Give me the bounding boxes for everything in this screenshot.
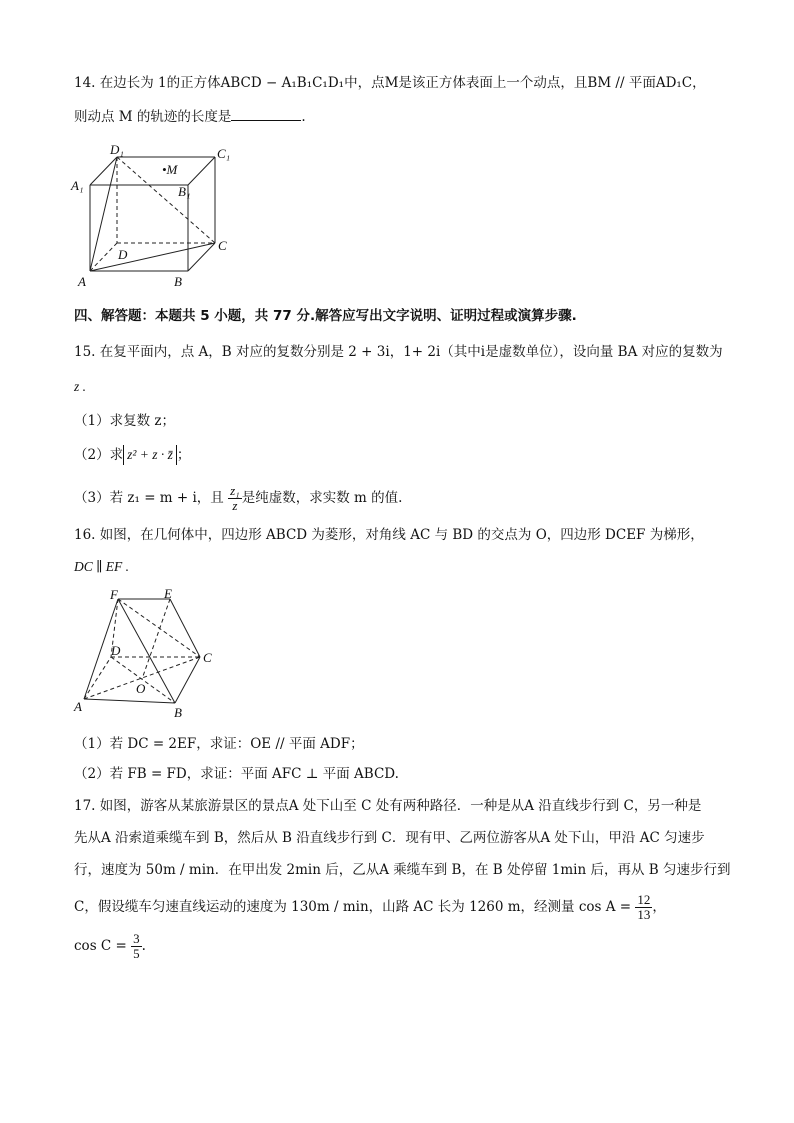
edge-AD1 — [90, 157, 117, 271]
label-D: D — [118, 247, 128, 262]
cosC-num: 3 — [133, 931, 140, 946]
edge-EC — [170, 599, 200, 657]
label-D1: D₁ — [110, 142, 124, 157]
cube-figure — [66, 138, 236, 294]
q15-abs-expression: z² + z · z̄ — [123, 445, 177, 465]
q14-line1: 14. 在边长为 1的正方体ABCD − A₁B₁C₁D₁中，点M是该正方体表面上一个动点，且BM // 平面AD₁C， — [74, 75, 706, 91]
cosA-den: 13 — [637, 907, 651, 922]
q17-line5-suffix: . — [141, 938, 146, 954]
edge-FC — [118, 599, 200, 657]
label-B: B — [174, 705, 182, 720]
answer-blank — [231, 108, 301, 121]
label-A: A — [78, 274, 86, 289]
solid-figure — [72, 585, 222, 720]
edge-AD — [84, 657, 111, 699]
q17-line5-prefix: cos C = — [74, 938, 127, 954]
edge-AB — [84, 699, 175, 703]
cosC-den: 5 — [133, 946, 140, 961]
edge-AC — [90, 243, 215, 271]
label-C1: C₁ — [217, 146, 231, 161]
label-E: E — [164, 586, 172, 601]
cube-solid-edges — [90, 157, 215, 271]
q17-line1: 17. 如图，游客从某旅游景区的景点A 处下山至 C 处有两种路径．一种是从A 沿直线步行到 C，另一种是 — [74, 798, 702, 814]
edge-A1D1 — [90, 157, 117, 185]
label-D: D — [111, 643, 121, 658]
q15-part1: （1）求复数 z； — [74, 413, 175, 429]
label-C: C — [218, 238, 227, 253]
label-B: B — [174, 274, 182, 289]
q17-line4-suffix: ， — [652, 899, 666, 915]
cube-hidden-edges — [90, 157, 215, 271]
label-C: C — [203, 650, 212, 665]
cosA-num: 12 — [637, 892, 651, 907]
cosC-fraction — [131, 932, 142, 961]
edge-BC — [188, 243, 215, 271]
edge-AD — [90, 243, 117, 271]
cosA-fraction — [635, 893, 652, 922]
q15-part2-prefix: （2）求 — [74, 447, 124, 463]
q15-part2 — [74, 445, 190, 465]
q15-part3-prefix: （3）若 z₁ = m + i，且 — [74, 490, 224, 506]
edge-DB — [111, 657, 175, 703]
q16-line1: 16. 如图，在几何体中，四边形 ABCD 为菱形，对角线 AC 与 BD 的交点为 O，四边形 DCEF 为梯形， — [74, 527, 704, 543]
q15-part2-suffix: ； — [176, 447, 191, 463]
label-O: O — [136, 681, 146, 696]
label-A1: A₁ — [71, 178, 84, 193]
q15-line2: z . — [74, 379, 87, 394]
edge-B1C1 — [188, 157, 215, 185]
q17-line4 — [74, 893, 666, 922]
q15-line1: 15. 在复平面内，点 A，B 对应的复数分别是 2 + 3i，1+ 2i（其中i是虚数单位），设向量 BA 对应的复数为 — [74, 344, 723, 360]
label-B1: B₁ — [178, 184, 191, 199]
q16-part2: （2）若 FB = FD，求证：平面 AFC ⊥ 平面 ABCD. — [74, 766, 399, 782]
q14-line2-suffix: . — [301, 109, 306, 125]
edge-FB — [118, 599, 175, 703]
label-F: F — [110, 587, 118, 602]
q15-part3-suffix: 是纯虚数，求实数 m 的值. — [241, 490, 403, 506]
q15-part3 — [74, 484, 402, 513]
q17-line5 — [74, 932, 146, 961]
q17-line3: 行，速度为 50m / min．在甲出发 2min 后，乙从A 乘缆车到 B，在 B 处停留 1min 后，再从 B 匀速步行到 — [74, 862, 731, 878]
q17-line4-prefix: C，假设缆车匀速直线运动的速度为 130m / min，山路 AC 长为 1260 m，经测量 cos A = — [74, 899, 632, 915]
label-M: •M — [162, 162, 178, 177]
q15-fraction-num: z₁ — [230, 483, 240, 498]
q14-line2 — [74, 108, 306, 126]
edge-BC — [175, 657, 200, 703]
section4-title: 四、解答题：本题共 5 小题，共 77 分.解答应写出文字说明、证明过程或演算步骤. — [74, 308, 577, 324]
q16-line2: DC ∥ EF . — [74, 559, 129, 574]
q14-line2-prefix: 则动点 M 的轨迹的长度是 — [74, 109, 232, 125]
q15-fraction — [228, 484, 242, 513]
q15-fraction-den: z — [232, 498, 238, 513]
label-A: A — [74, 699, 82, 714]
edge-EO — [142, 599, 170, 679]
q16-part1: （1）若 DC = 2EF，求证：OE // 平面 ADF； — [74, 736, 364, 752]
q17-line2: 先从A 沿索道乘缆车到 B，然后从 B 沿直线步行到 C．现有甲、乙两位游客从A 处下山，甲沿 AC 匀速步 — [74, 830, 705, 846]
